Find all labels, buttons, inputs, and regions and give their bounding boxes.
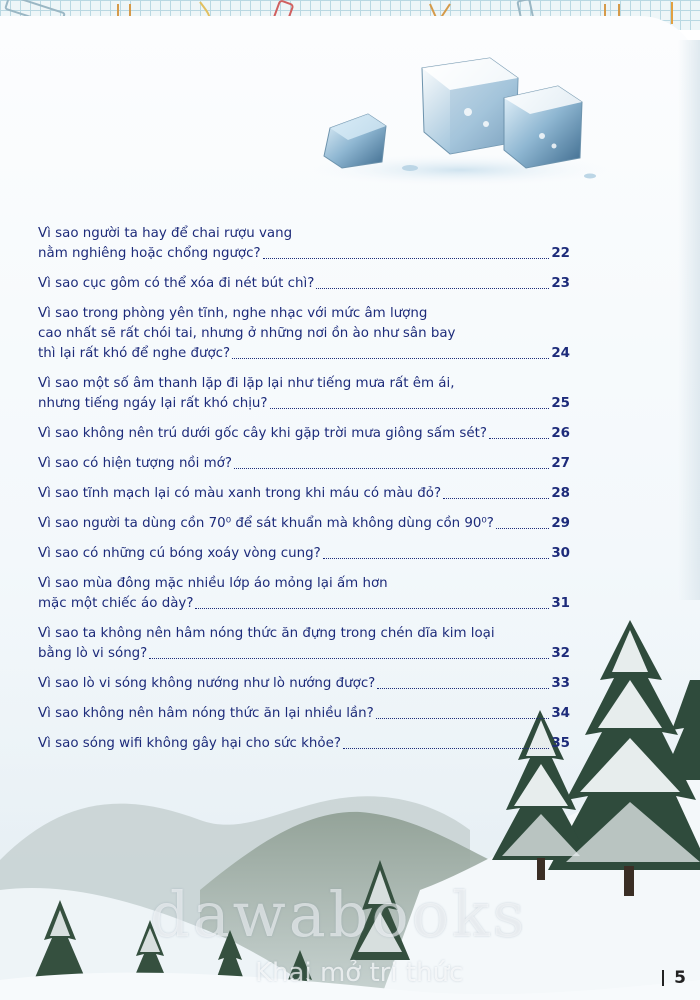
page-number-value: 5 xyxy=(674,968,686,988)
toc-leader-dots xyxy=(270,408,550,409)
toc-entry-title-line: Vì sao người ta hay để chai rượu vang xyxy=(38,226,293,241)
toc-entry-title-line: Vì sao người ta dùng cồn 70⁰ để sát khuẩn mà không dùng cồn 90⁰? xyxy=(38,516,494,531)
toc-entry-final-line xyxy=(38,514,570,534)
toc-leader-dots xyxy=(316,288,549,289)
toc-page-number: 30 xyxy=(551,546,570,561)
toc-page-number: 22 xyxy=(551,246,570,261)
toc-entry[interactable] xyxy=(38,704,570,724)
ice-cubes-icon xyxy=(290,50,610,190)
toc-entry[interactable] xyxy=(38,374,570,414)
toc-entry[interactable] xyxy=(38,574,570,614)
watermark-tagline: Khai mở tri thức xyxy=(255,958,464,988)
toc-entry-title-line: Vì sao cục gôm có thể xóa đi nét bút chì? xyxy=(38,276,315,291)
toc-page-number: 29 xyxy=(551,516,570,531)
toc-page-number: 27 xyxy=(551,456,570,471)
toc-leader-dots xyxy=(323,558,550,559)
toc-leader-dots xyxy=(263,258,550,259)
toc-entry-title-line: Vì sao ta không nên hâm nóng thức ăn đựng trong chén dĩa kim loại xyxy=(38,626,495,641)
toc-leader-dots xyxy=(149,658,549,659)
toc-entry[interactable] xyxy=(38,624,570,664)
toc-entry-final-line xyxy=(38,244,570,264)
toc-leader-dots xyxy=(377,688,549,689)
toc-leader-dots xyxy=(234,468,549,469)
toc-entry[interactable] xyxy=(38,454,570,474)
toc-entry-final-line xyxy=(38,674,570,694)
toc-entry-title-line: Vì sao một số âm thanh lặp đi lặp lại như tiếng mưa rất êm ái, xyxy=(38,376,455,391)
page-number xyxy=(662,968,686,988)
toc-page-number: 23 xyxy=(551,276,570,291)
ice-cubes-illustration xyxy=(290,50,610,190)
toc-entry-final-line xyxy=(38,344,570,364)
toc-entry[interactable] xyxy=(38,304,570,364)
toc-page-number: 26 xyxy=(551,426,570,441)
toc-leader-dots xyxy=(496,528,549,529)
toc-entry-final-line xyxy=(38,644,570,664)
toc-entry-title-line: nằm nghiêng hoặc chổng ngược? xyxy=(38,246,261,261)
toc-entry[interactable] xyxy=(38,674,570,694)
toc-entry-final-line xyxy=(38,424,570,444)
toc-leader-dots xyxy=(232,358,549,359)
page-number-divider xyxy=(662,970,664,986)
toc-entry-final-line xyxy=(38,484,570,504)
toc-entry[interactable] xyxy=(38,484,570,504)
toc-entry-title-line: Vì sao không nên trú dưới gốc cây khi gặp trời mưa giông sấm sét? xyxy=(38,426,487,441)
toc-entry-title-line: nhưng tiếng ngáy lại rất khó chịu? xyxy=(38,396,268,411)
toc-leader-dots xyxy=(376,718,550,719)
toc-entry-final-line xyxy=(38,544,570,564)
page-curl-shadow xyxy=(678,40,700,600)
toc-entry-title-line: thì lại rất khó để nghe được? xyxy=(38,346,231,361)
toc-entry[interactable] xyxy=(38,424,570,444)
toc-entry[interactable] xyxy=(38,544,570,564)
toc-entry-title-line: Vì sao trong phòng yên tĩnh, nghe nhạc với mức âm lượng xyxy=(38,306,428,321)
toc-entry-title-line: Vì sao có hiện tượng nồi mớ? xyxy=(38,456,232,471)
toc-page-number: 25 xyxy=(551,396,570,411)
toc-entry[interactable] xyxy=(38,734,570,754)
toc-entry-final-line xyxy=(38,454,570,474)
toc-entry-title-line: bằng lò vi sóng? xyxy=(38,646,148,661)
toc-entry-title-line: cao nhất sẽ rất chói tai, nhưng ở những nơi ồn ào như sân bay xyxy=(38,326,456,341)
toc-entry-title-line: Vì sao sóng wifi không gây hại cho sức khỏe? xyxy=(38,736,341,751)
toc-entry[interactable] xyxy=(38,514,570,534)
toc-entry-final-line xyxy=(38,704,570,724)
toc-entry-title-line: Vì sao lò vi sóng không nướng như lò nướng được? xyxy=(38,676,376,691)
toc-entry-final-line xyxy=(38,394,570,414)
toc-entry-title-line: Vì sao tĩnh mạch lại có màu xanh trong khi máu có màu đỏ? xyxy=(38,486,442,501)
toc-leader-dots xyxy=(443,498,549,499)
toc-entry-title-line: Vì sao mùa đông mặc nhiều lớp áo mỏng lại ấm hơn xyxy=(38,576,388,591)
toc-page-number: 33 xyxy=(551,676,570,691)
toc-leader-dots xyxy=(195,608,549,609)
toc-entry[interactable] xyxy=(38,274,570,294)
toc-entry-title-line: mặc một chiếc áo dày? xyxy=(38,596,194,611)
table-of-contents xyxy=(38,224,570,764)
toc-page-number: 35 xyxy=(551,736,570,751)
toc-page-number: 31 xyxy=(551,596,570,611)
publisher-watermark: dawabooks xyxy=(150,878,528,951)
toc-page-number: 32 xyxy=(551,646,570,661)
toc-leader-dots xyxy=(489,438,549,439)
toc-entry-final-line xyxy=(38,594,570,614)
toc-entry-title-line: Vì sao không nên hâm nóng thức ăn lại nhiều lần? xyxy=(38,706,374,721)
toc-entry[interactable] xyxy=(38,224,570,264)
toc-leader-dots xyxy=(343,748,549,749)
toc-entry-title-line: Vì sao có những cú bóng xoáy vòng cung? xyxy=(38,546,321,561)
toc-page-number: 28 xyxy=(551,486,570,501)
toc-page-number: 34 xyxy=(551,706,570,721)
toc-entry-final-line xyxy=(38,734,570,754)
toc-page-number: 24 xyxy=(551,346,570,361)
toc-entry-final-line xyxy=(38,274,570,294)
